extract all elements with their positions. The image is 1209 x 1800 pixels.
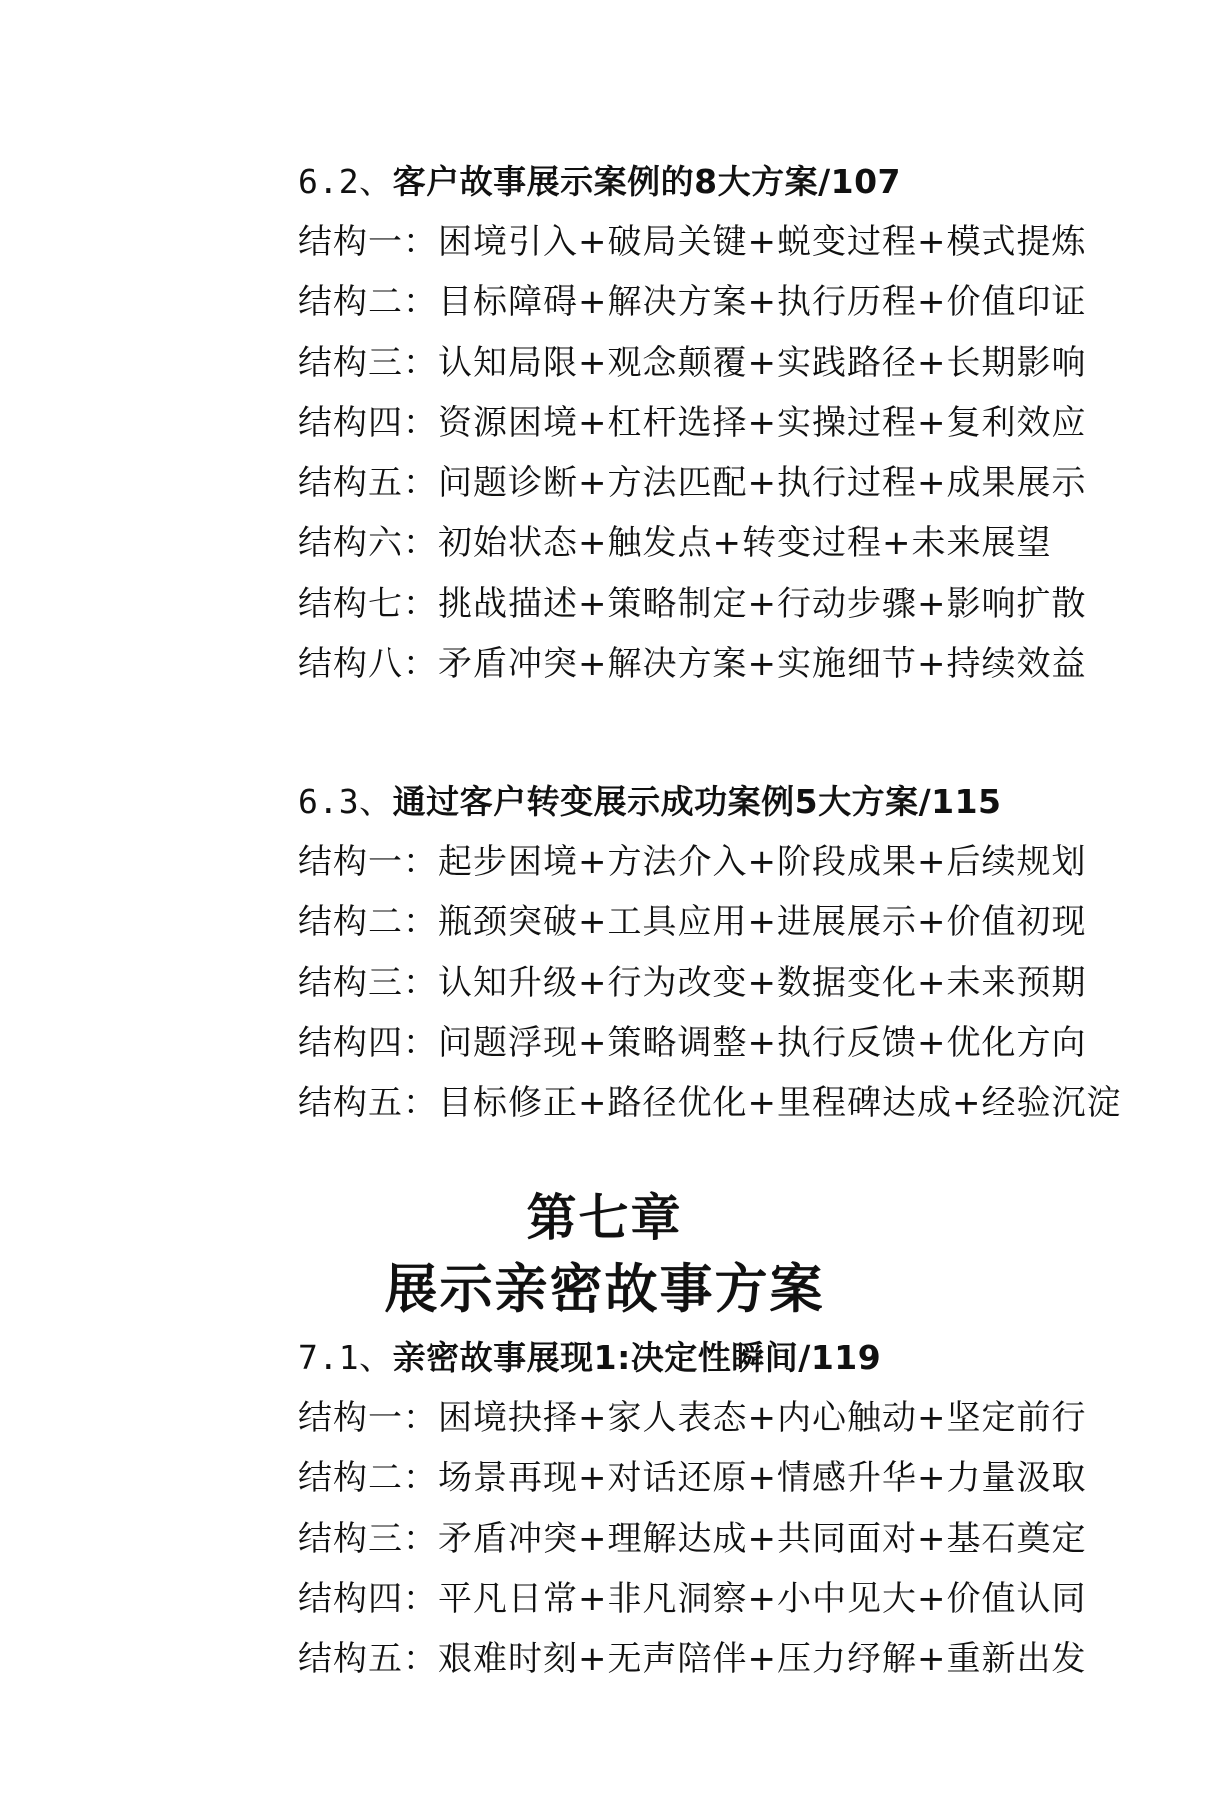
structure-line: 结构五：艰难时刻+无声陪伴+压力纾解+重新出发 xyxy=(298,1639,1087,1680)
structure-line: 结构二：场景再现+对话还原+情感升华+力量汲取 xyxy=(298,1458,1087,1499)
structure-line: 结构四：平凡日常+非凡洞察+小中见大+价值认同 xyxy=(298,1578,1087,1619)
structure-line: 结构四：资源困境+杠杆选择+实操过程+复利效应 xyxy=(298,402,1087,443)
structure-line: 结构一：困境抉择+家人表态+内心触动+坚定前行 xyxy=(298,1398,1087,1438)
structure-line: 结构四：问题浮现+策略调整+执行反馈+优化方向 xyxy=(298,1022,1087,1063)
structure-line: 结构五：目标修正+路径优化+里程碑达成+经验沉淀 xyxy=(298,1083,1122,1124)
section-number: 6.3、 xyxy=(298,782,393,821)
section-7-1 xyxy=(298,1338,1158,1699)
structure-line: 结构二：瓶颈突破+工具应用+进展展示+价值初现 xyxy=(298,902,1087,943)
section-heading xyxy=(298,1338,1158,1398)
section-heading xyxy=(298,162,1158,222)
structure-line: 结构一：困境引入+破局关键+蜕变过程+模式提炼 xyxy=(298,222,1087,262)
section-6-3 xyxy=(298,782,1158,1143)
structure-line: 结构二：目标障碍+解决方案+执行历程+价值印证 xyxy=(298,282,1087,323)
section-number: 7.1、 xyxy=(298,1338,393,1377)
section-title: 通过客户转变展示成功案例5大方案/115 xyxy=(392,782,1002,821)
chapter-title: 展示亲密故事方案 xyxy=(384,1259,825,1320)
section-title: 客户故事展示案例的8大方案/107 xyxy=(392,162,902,201)
structure-line: 结构三：认知局限+观念颠覆+实践路径+长期影响 xyxy=(298,342,1087,383)
section-6-2 xyxy=(298,162,1158,704)
structure-line: 结构三：认知升级+行为改变+数据变化+未来预期 xyxy=(298,962,1087,1003)
chapter-number: 第七章 xyxy=(526,1189,683,1247)
section-number: 6.2、 xyxy=(298,162,393,201)
structure-line: 结构六：初始状态+触发点+转变过程+未来展望 xyxy=(298,523,1052,564)
section-heading xyxy=(298,782,1158,842)
section-title: 亲密故事展现1:决定性瞬间/119 xyxy=(392,1338,882,1377)
structure-line: 结构三：矛盾冲突+理解达成+共同面对+基石奠定 xyxy=(298,1518,1087,1559)
structure-line: 结构五：问题诊断+方法匹配+执行过程+成果展示 xyxy=(298,463,1087,504)
structure-line: 结构一：起步困境+方法介入+阶段成果+后续规划 xyxy=(298,842,1087,882)
structure-line: 结构七：挑战描述+策略制定+行动步骤+影响扩散 xyxy=(298,583,1087,624)
structure-line: 结构八：矛盾冲突+解决方案+实施细节+持续效益 xyxy=(298,644,1087,685)
